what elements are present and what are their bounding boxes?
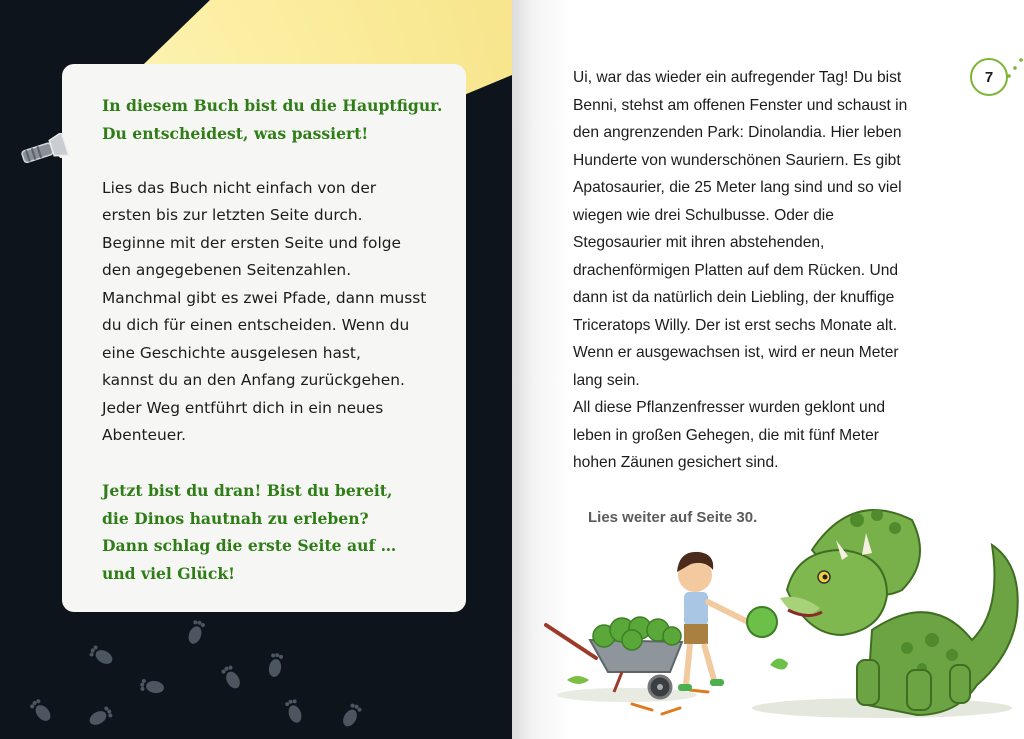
story-line: drachenförmigen Platten auf dem Rücken. Und <box>573 261 899 279</box>
story-line: Triceratops Willy. Der ist erst sechs Monate alt. <box>573 316 898 334</box>
instruction-line: den angegebenen Seitenzahlen. <box>102 261 352 279</box>
story-line: All diese Pflanzenfresser wurden geklont und <box>573 399 886 416</box>
footprints-decoration <box>0 610 512 739</box>
story-text <box>573 64 973 477</box>
instruction-line: Abenteuer. <box>102 426 187 444</box>
outro-line: die Dinos hautnah zu erleben? <box>102 508 369 528</box>
instruction-line: du dich für einen entscheiden. Wenn du <box>102 316 410 334</box>
page-number: 7 <box>970 58 1008 96</box>
story-line: Hunderte von wunderschönen Sauriern. Es gibt <box>573 151 901 169</box>
instruction-line: Lies das Buch nicht einfach von der <box>102 178 377 197</box>
boy-icon <box>677 552 748 691</box>
outro-line: und viel Glück! <box>102 563 235 583</box>
instruction-line: kannst du an den Anfang zurückgehen. <box>102 371 405 389</box>
instruction-line: Manchmal gibt es zwei Pfade, dann musst <box>102 288 427 307</box>
instruction-line: Jeder Weg entführt dich in ein neues <box>102 398 384 417</box>
continue-link[interactable]: Lies weiter auf Seite 30. <box>588 509 758 526</box>
story-line: den angrenzenden Park: Dinolandia. Hier leben <box>573 124 902 141</box>
outro-line: Jetzt bist du dran! Bist du bereit, <box>102 481 393 500</box>
story-line: Apatosaurier, die 25 Meter lang sind und so viel <box>573 179 902 196</box>
triceratops-icon <box>780 509 1018 715</box>
story-line: leben in großen Gehegen, die mit fünf Meter <box>573 426 879 444</box>
story-line: hohen Zäunen gesichert sind. <box>573 454 779 471</box>
story-line: Stegosaurier mit ihren abstehenden, <box>573 234 825 251</box>
instructions-card <box>62 64 466 612</box>
flashlight-icon <box>18 133 74 167</box>
story-line: dann ist da natürlich dein Liebling, der knuffige <box>573 289 895 306</box>
instruction-line: ersten bis zur letzten Seite durch. <box>102 206 363 224</box>
outro-line: Dann schlag die erste Seite auf … <box>102 536 397 555</box>
intro-line: In diesem Buch bist du die Hauptfigur. <box>102 96 443 115</box>
boy-and-triceratops-illustration <box>512 480 1024 739</box>
story-line: Ui, war das wieder ein aufregender Tag! Du bist <box>573 69 902 86</box>
story-line: Wenn er ausgewachsen ist, wird er neun Meter <box>573 344 899 361</box>
instruction-line: Beginne mit der ersten Seite und folge <box>102 233 401 252</box>
story-line: wiegen wie drei Schulbusse. Oder die <box>573 206 834 224</box>
story-line: Benni, stehst am offenen Fenster und schaust in <box>573 96 908 114</box>
dots-decoration <box>1006 54 1024 84</box>
instruction-line: eine Geschichte ausgelesen hast, <box>102 343 361 362</box>
intro-line: Du entscheidest, was passiert! <box>102 123 369 143</box>
story-line: lang sein. <box>573 371 640 389</box>
right-page <box>512 0 1024 739</box>
